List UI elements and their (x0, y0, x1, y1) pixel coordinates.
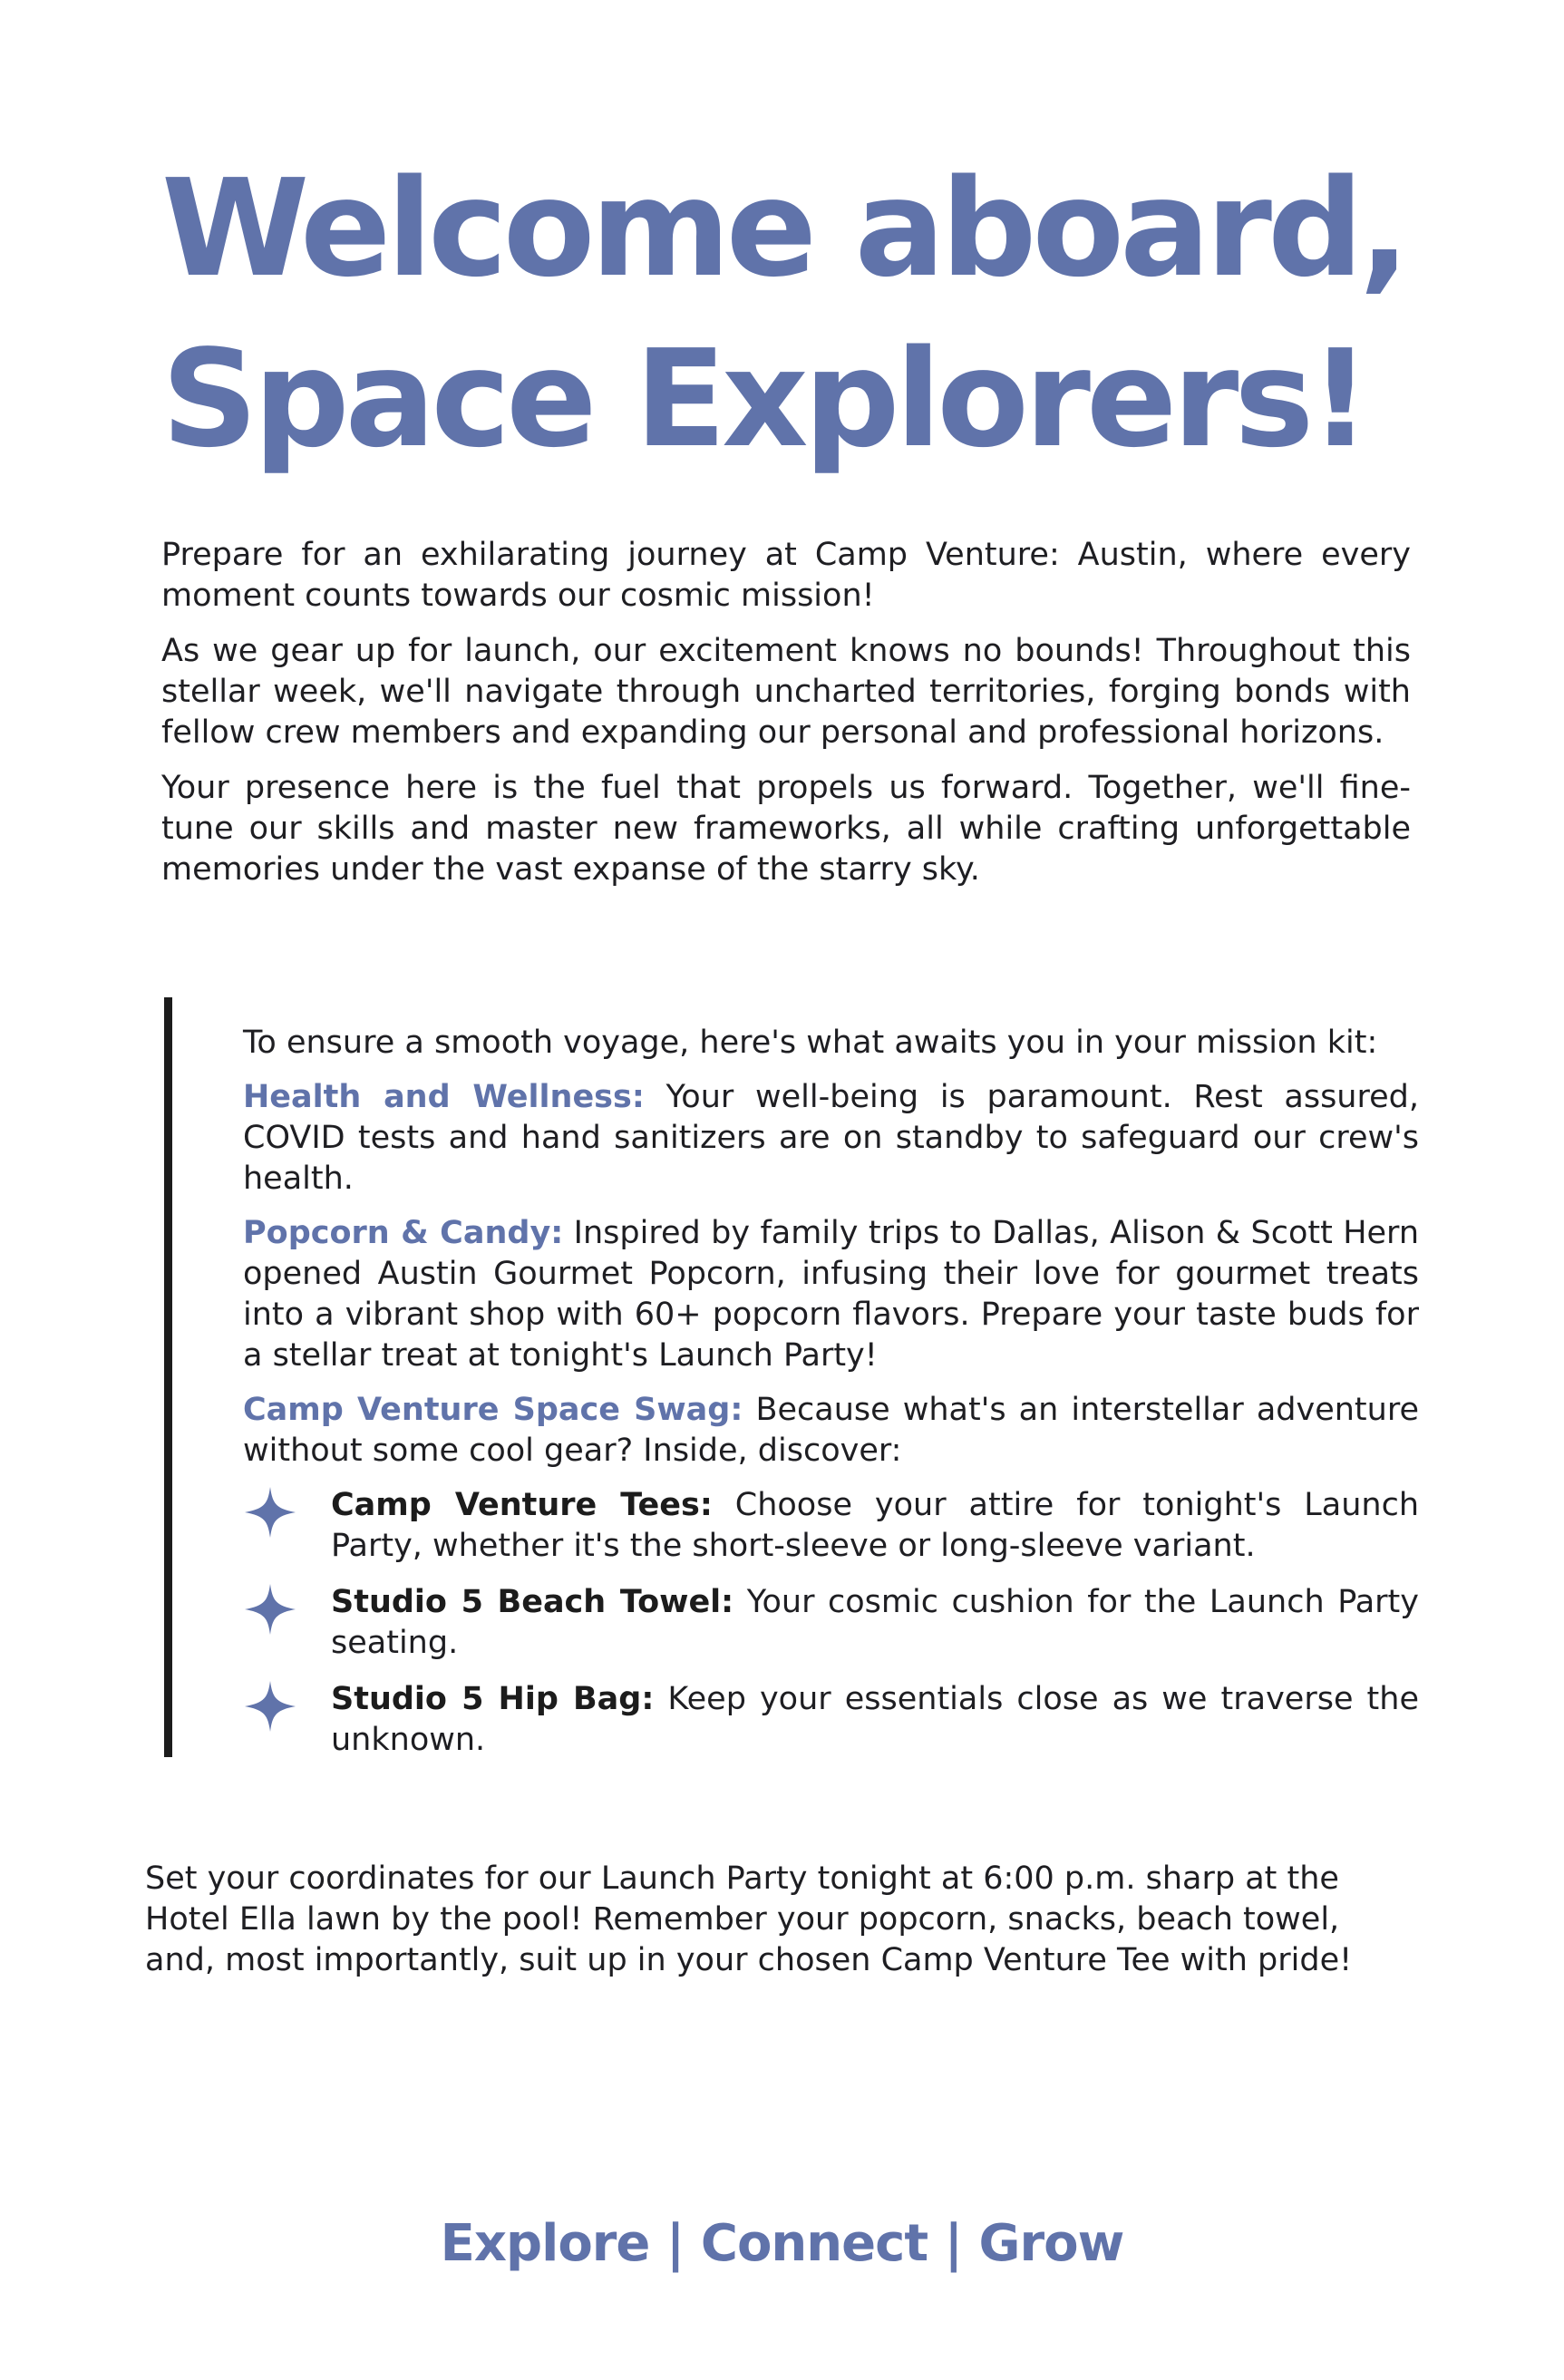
closing-section (145, 1859, 1419, 1996)
title-line-1: Welcome aboard, (161, 151, 1406, 306)
sparkle-icon (243, 1485, 297, 1540)
swag-item-tees (243, 1485, 1419, 1567)
kit-section-health (243, 1077, 1419, 1200)
sparkle-icon (243, 1582, 297, 1637)
sparkle-icon (243, 1679, 297, 1734)
closing-paragraph: Set your coordinates for our Launch Party tonight at 6:00 p.m. sharp at the Hotel Ella lawn by the pool! Remember your popcorn, snacks, beach towel, and, most importantly, suit up in your chosen Camp Venture Tee with pride! (145, 1860, 1353, 1978)
kit-section-popcorn (243, 1213, 1419, 1376)
kit-section-heading: Health and Wellness: (243, 1079, 645, 1115)
intro-paragraph-1: Prepare for an exhilarating journey at Camp Venture: Austin, where every moment counts towards our cosmic mission! (161, 537, 1411, 614)
intro-paragraph-2: As we gear up for launch, our excitement knows no bounds! Throughout this stellar week, we'll navigate through uncharted territories, forging bonds with fellow crew members and expanding our personal and professional horizons. (161, 633, 1411, 751)
swag-item-label: Camp Venture Tees: (331, 1487, 713, 1523)
swag-item-text: Keep your essentials close as we traverse the unknown. (331, 1681, 1419, 1758)
title-line-2: Space Explorers! (161, 321, 1366, 477)
swag-item-hip-bag (243, 1679, 1419, 1761)
swag-item-label: Studio 5 Hip Bag: (331, 1681, 655, 1717)
swag-item-text: Your cosmic cushion for the Launch Party seating. (331, 1584, 1419, 1661)
swag-list (243, 1485, 1419, 1761)
kit-section-swag (243, 1390, 1419, 1472)
kit-section-heading: Popcorn & Candy: (243, 1215, 564, 1251)
intro-paragraph-3: Your presence here is the fuel that propels us forward. Together, we'll fine-tune our skills and master new frameworks, all while crafting unforgettable memories under the vast expanse of the starry sky. (161, 770, 1411, 888)
mission-kit-content (243, 1023, 1419, 1776)
swag-item-text: Choose your attire for tonight's Launch Party, whether it's the short-sleeve or long-sleeve variant. (331, 1487, 1420, 1564)
swag-item-towel (243, 1582, 1419, 1664)
kit-section-text: Your well-being is paramount. Rest assured, COVID tests and hand sanitizers are on standby to safeguard our crew's health. (243, 1079, 1419, 1197)
mission-kit-callout (164, 997, 1419, 1757)
footer-tagline: Explore | Connect | Grow (440, 2214, 1124, 2273)
intro-section (161, 535, 1411, 905)
mission-kit-intro: To ensure a smooth voyage, here's what awaits you in your mission kit: (243, 1025, 1378, 1061)
kit-section-text: Inspired by family trips to Dallas, Alison & Scott Hern opened Austin Gourmet Popcorn, infusing their love for gourmet treats into a vibrant shop with 60+ popcorn flavors. Prepare your taste buds for a stellar treat at tonight's Launch Party! (243, 1215, 1420, 1374)
page-title (161, 143, 1431, 484)
kit-section-heading: Camp Venture Space Swag: (243, 1392, 743, 1428)
swag-item-label: Studio 5 Beach Towel: (331, 1584, 734, 1620)
kit-section-text: Because what's an interstellar adventure without some cool gear? Inside, discover: (243, 1392, 1419, 1469)
